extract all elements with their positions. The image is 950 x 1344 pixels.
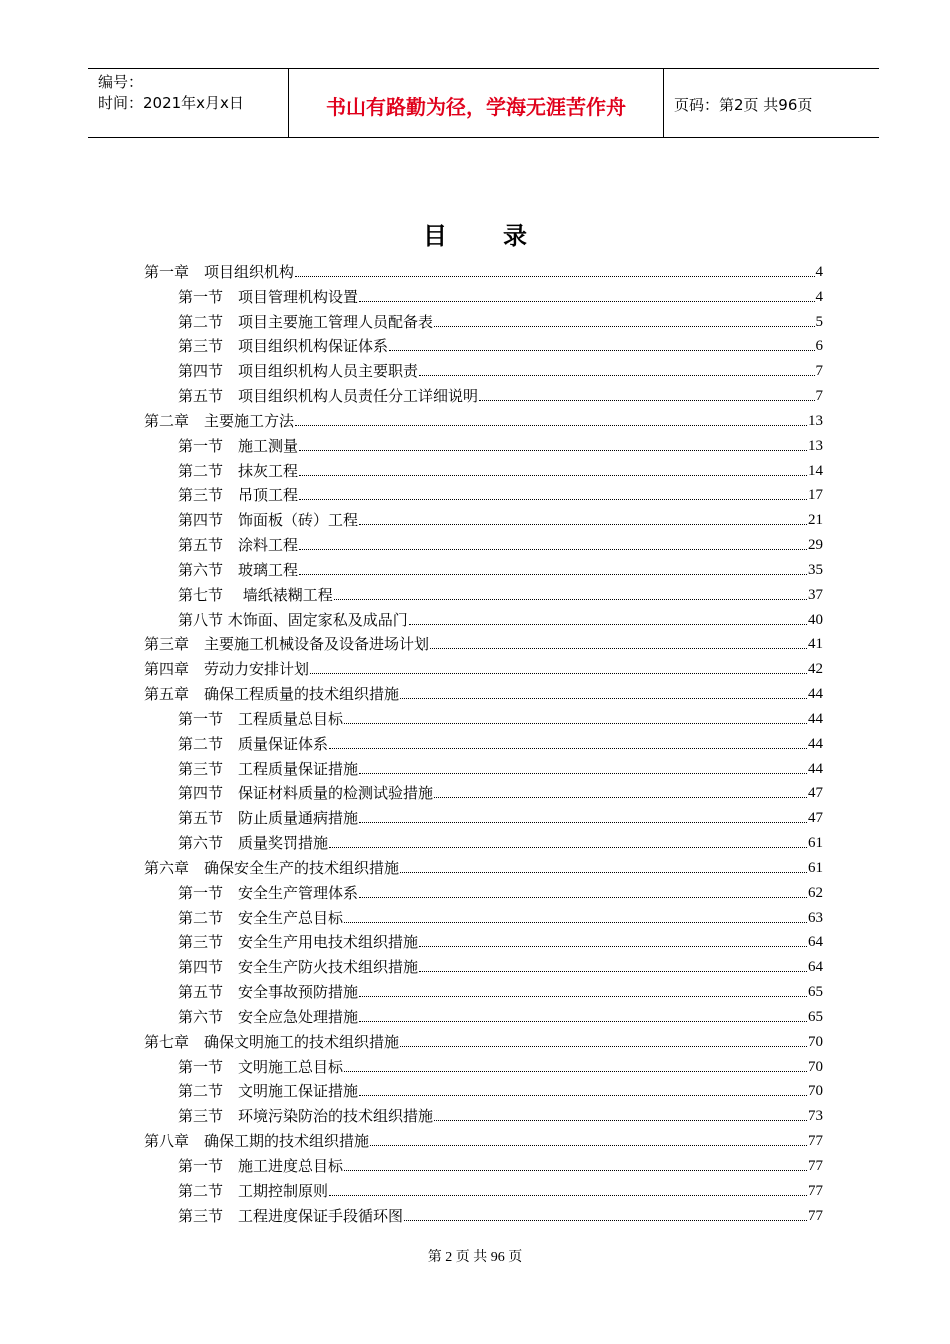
toc-chapter-entry[interactable] — [144, 655, 823, 679]
toc-chapter-entry[interactable] — [144, 854, 823, 878]
header-page-info: 页码：第2页 共96页 — [674, 96, 813, 114]
toc-entry-label: 第一章 项目组织机构 — [144, 263, 295, 281]
toc-leader-dots — [400, 872, 807, 873]
toc-entry-label: 第二节 质量保证体系 — [178, 734, 329, 753]
toc-entry-label: 第一节 安全生产管理体系 — [178, 883, 359, 902]
toc-leader-dots — [299, 549, 807, 550]
toc-section-entry[interactable] — [178, 978, 823, 1002]
toc-leader-dots — [344, 1170, 807, 1171]
toc-leader-dots — [344, 1071, 807, 1072]
toc-entry-label: 第六节 质量奖罚措施 — [178, 834, 329, 853]
toc-section-entry[interactable] — [178, 1003, 823, 1027]
toc-leader-dots — [370, 1145, 807, 1146]
toc-section-entry[interactable] — [178, 829, 823, 853]
toc-entry-page: 13 — [808, 437, 823, 454]
toc-entry-label: 第四节 项目组织机构人员主要职责 — [178, 362, 419, 381]
toc-entry-label: 第一节 工程质量总目标 — [178, 709, 344, 728]
toc-section-entry[interactable] — [178, 382, 823, 406]
toc-section-entry[interactable] — [178, 556, 823, 580]
toc-entry-page: 17 — [808, 487, 823, 504]
toc-leader-dots — [419, 946, 807, 947]
toc-entry-page: 61 — [808, 859, 823, 876]
toc-entry-label: 第八章 确保工期的技术组织措施 — [144, 1132, 370, 1151]
toc-leader-dots — [299, 574, 807, 575]
toc-entry-page: 40 — [808, 611, 823, 628]
motto: 书山有路勤为径，学海无涯苦作舟 — [326, 95, 626, 119]
toc-entry-label: 第三节 项目组织机构保证体系 — [178, 337, 389, 356]
toc-chapter-entry[interactable] — [144, 258, 823, 282]
toc-entry-label: 第六节 安全应急处理措施 — [178, 1007, 359, 1026]
toc-section-entry[interactable] — [178, 779, 823, 803]
toc-entry-page: 5 — [815, 313, 823, 330]
header-meta-cell — [88, 69, 288, 137]
toc-section-entry[interactable] — [178, 705, 823, 729]
toc-leader-dots — [419, 971, 807, 972]
toc-section-entry[interactable] — [178, 1202, 823, 1226]
toc-entry-page: 7 — [815, 363, 823, 380]
toc-section-entry[interactable] — [178, 308, 823, 332]
toc-section-entry[interactable] — [178, 928, 823, 952]
toc-section-entry[interactable] — [178, 804, 823, 828]
toc-leader-dots — [344, 922, 807, 923]
toc-entry-label: 第四节 饰面板（砖）工程 — [178, 511, 359, 530]
toc-entry-label: 第三节 工程质量保证措施 — [178, 759, 359, 778]
toc-title: 目录 — [423, 221, 583, 250]
toc-entry-page: 77 — [808, 1133, 823, 1150]
toc-entry-page: 62 — [808, 884, 823, 901]
toc-entry-page: 29 — [808, 537, 823, 554]
document-header — [88, 68, 879, 138]
toc-entry-label: 第二章 主要施工方法 — [144, 411, 295, 430]
toc-entry-label: 第三节 环境污染防治的技术组织措施 — [178, 1107, 434, 1126]
toc-chapter-entry[interactable] — [144, 630, 823, 654]
toc-entry-label: 第七章 确保文明施工的技术组织措施 — [144, 1032, 400, 1051]
toc-entry-label: 第六章 确保安全生产的技术组织措施 — [144, 858, 400, 877]
toc-chapter-entry[interactable] — [144, 1028, 823, 1052]
header-page-cell — [664, 69, 879, 137]
toc-leader-dots — [359, 822, 807, 823]
toc-entry-label: 第四章 劳动力安排计划 — [144, 660, 310, 679]
toc-entry-label: 第七节 墙纸裱糊工程 — [178, 585, 333, 604]
toc-section-entry[interactable] — [178, 1053, 823, 1077]
toc-section-entry[interactable] — [178, 606, 823, 630]
time-label: 时间：2021年x月x日 — [98, 94, 244, 112]
toc-leader-dots — [310, 673, 807, 674]
toc-entry-label: 第三章 主要施工机械设备及设备进场计划 — [144, 635, 430, 654]
toc-section-entry[interactable] — [178, 1077, 823, 1101]
toc-entry-page: 44 — [808, 710, 823, 727]
toc-entry-page: 44 — [808, 686, 823, 703]
toc-entry-label: 第二节 项目主要施工管理人员配备表 — [178, 312, 434, 331]
toc-entry-label: 第三节 安全生产用电技术组织措施 — [178, 933, 419, 952]
toc-entry-page: 4 — [815, 288, 823, 305]
toc-section-entry[interactable] — [178, 953, 823, 977]
toc-entry-page: 73 — [808, 1108, 823, 1125]
toc-entry-label: 第二节 工期控制原则 — [178, 1181, 329, 1200]
toc-leader-dots — [479, 400, 814, 401]
toc-entry-page: 65 — [808, 1008, 823, 1025]
toc-entry-page: 47 — [808, 810, 823, 827]
toc-section-entry[interactable] — [178, 531, 823, 555]
toc-entry-page: 42 — [808, 661, 823, 678]
toc-section-entry[interactable] — [178, 904, 823, 928]
toc-leader-dots — [419, 375, 814, 376]
toc-leader-dots — [359, 996, 807, 997]
toc-section-entry[interactable] — [178, 730, 823, 754]
toc-section-entry[interactable] — [178, 1177, 823, 1201]
toc-entry-page: 35 — [808, 561, 823, 578]
toc-leader-dots — [400, 698, 807, 699]
toc-entry-label: 第二节 抹灰工程 — [178, 461, 299, 480]
toc-leader-dots — [344, 723, 807, 724]
toc-entry-label: 第一节 施工进度总目标 — [178, 1156, 344, 1175]
toc-entry-page: 47 — [808, 785, 823, 802]
toc-leader-dots — [400, 1046, 807, 1047]
toc-entry-page: 44 — [808, 735, 823, 752]
toc-entry-page: 7 — [815, 388, 823, 405]
toc-entry-page: 64 — [808, 934, 823, 951]
toc-entry-label: 第五节 安全事故预防措施 — [178, 983, 359, 1002]
toc-leader-dots — [434, 797, 807, 798]
toc-entry-label: 第五节 涂料工程 — [178, 536, 299, 555]
toc-section-entry[interactable] — [178, 879, 823, 903]
toc-leader-dots — [329, 1195, 807, 1196]
toc-entry-page: 77 — [808, 1182, 823, 1199]
toc-entry-label: 第三节 吊顶工程 — [178, 486, 299, 505]
toc-entry-label: 第四节 保证材料质量的检测试验措施 — [178, 784, 434, 803]
toc-entry-label: 第八节 木饰面、固定家私及成品门 — [178, 610, 408, 629]
toc-leader-dots — [434, 326, 814, 327]
toc-entry-page: 37 — [808, 586, 823, 603]
toc-entry-page: 63 — [808, 909, 823, 926]
toc-entry-label: 第五章 确保工程质量的技术组织措施 — [144, 685, 400, 704]
toc-leader-dots — [409, 624, 807, 625]
toc-leader-dots — [359, 897, 807, 898]
toc-section-entry[interactable] — [178, 357, 823, 381]
header-motto-cell — [288, 69, 664, 137]
toc-entry-page: 6 — [815, 338, 823, 355]
toc-entry-page: 64 — [808, 959, 823, 976]
toc-leader-dots — [404, 1220, 807, 1221]
toc-entry-page: 44 — [808, 760, 823, 777]
toc-leader-dots — [359, 773, 807, 774]
toc-entry-label: 第五节 防止质量通病措施 — [178, 809, 359, 828]
toc-entry-label: 第二节 文明施工保证措施 — [178, 1082, 359, 1101]
toc-chapter-entry[interactable] — [144, 407, 823, 431]
toc-entry-page: 70 — [808, 1058, 823, 1075]
toc-section-entry[interactable] — [178, 506, 823, 530]
toc-entry-page: 14 — [808, 462, 823, 479]
toc-leader-dots — [299, 499, 807, 500]
toc-entry-label: 第二节 安全生产总目标 — [178, 908, 344, 927]
toc-section-entry[interactable] — [178, 481, 823, 505]
toc-entry-label: 第五节 项目组织机构人员责任分工详细说明 — [178, 387, 479, 406]
toc-chapter-entry[interactable] — [144, 1127, 823, 1151]
toc-entry-page: 70 — [808, 1083, 823, 1100]
toc-chapter-entry[interactable] — [144, 680, 823, 704]
toc-entry-page: 61 — [808, 835, 823, 852]
toc-leader-dots — [359, 524, 807, 525]
toc-section-entry[interactable] — [178, 457, 823, 481]
toc-entry-page: 41 — [808, 636, 823, 653]
toc-leader-dots — [334, 599, 807, 600]
toc-entry-page: 13 — [808, 412, 823, 429]
toc-leader-dots — [430, 648, 807, 649]
toc-leader-dots — [329, 847, 807, 848]
toc-entry-page: 65 — [808, 984, 823, 1001]
toc-entry-page: 77 — [808, 1157, 823, 1174]
toc-leader-dots — [434, 1120, 807, 1121]
toc-leader-dots — [329, 748, 807, 749]
toc-leader-dots — [359, 1095, 807, 1096]
serial-label: 编号： — [98, 73, 144, 91]
toc-entry-page: 4 — [815, 264, 823, 280]
toc-section-entry[interactable] — [178, 332, 823, 356]
toc-leader-dots — [295, 425, 807, 426]
toc-entry-label: 第一节 项目管理机构设置 — [178, 287, 359, 306]
toc-leader-dots — [299, 450, 807, 451]
toc-entry-page: 70 — [808, 1033, 823, 1050]
toc-entry-label: 第一节 文明施工总目标 — [178, 1057, 344, 1076]
toc-entry-label: 第一节 施工测量 — [178, 436, 299, 455]
toc-leader-dots — [299, 475, 807, 476]
toc-entry-label: 第三节 工程进度保证手段循环图 — [178, 1206, 404, 1225]
toc-section-entry[interactable] — [178, 283, 823, 307]
toc-section-entry[interactable] — [178, 1152, 823, 1176]
toc-entry-page: 77 — [808, 1207, 823, 1224]
toc-entry-label: 第六节 玻璃工程 — [178, 560, 299, 579]
toc-leader-dots — [359, 301, 814, 302]
toc-section-entry[interactable] — [178, 581, 823, 605]
toc-section-entry[interactable] — [178, 432, 823, 456]
toc-section-entry[interactable] — [178, 1102, 823, 1126]
toc-leader-dots — [389, 350, 814, 351]
toc-leader-dots — [295, 276, 814, 277]
toc-entry-label: 第四节 安全生产防火技术组织措施 — [178, 958, 419, 977]
page-footer: 第 2 页 共 96 页 — [427, 1250, 523, 1265]
toc-leader-dots — [359, 1021, 807, 1022]
toc-section-entry[interactable] — [178, 755, 823, 779]
toc-entry-page: 21 — [808, 512, 823, 529]
